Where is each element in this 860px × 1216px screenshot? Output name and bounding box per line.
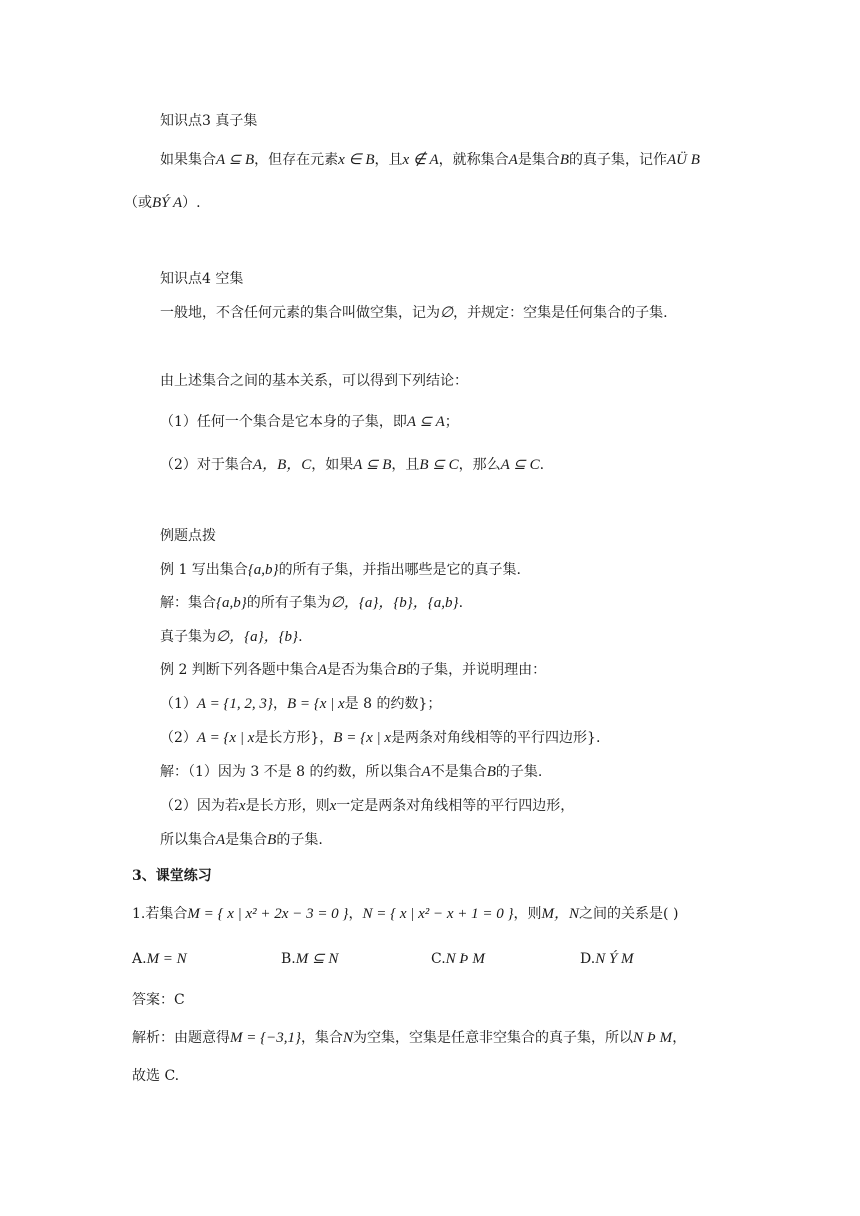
conclusion-2 (160, 455, 544, 475)
math: {a,b} (247, 562, 279, 578)
text: 为空集，空集是任意非空集合的真子集，所以 (353, 1030, 634, 1046)
text: ， (672, 1030, 687, 1046)
text: 例 2 判断下列各题中集合 (160, 662, 318, 678)
text: 的子集. (276, 832, 323, 848)
example-2 (160, 660, 546, 680)
text: ，且 (374, 152, 403, 168)
text: }， (310, 730, 334, 746)
text: 解：集合 (160, 595, 216, 611)
math: A ⊆ B (216, 152, 255, 168)
math: A = {1, 2, 3} (196, 696, 273, 712)
text: }； (418, 696, 442, 712)
kp3-notation-line (124, 193, 201, 213)
math: N Ý M (595, 951, 634, 967)
math: A (508, 152, 518, 168)
math: A (317, 662, 327, 678)
example-2-solution-1 (160, 762, 542, 782)
text: 是两条对角线相等的平行四边形 (391, 730, 588, 746)
text: ，就称集合 (438, 152, 509, 168)
option-label: D. (580, 951, 596, 967)
text: 是长方形 (254, 730, 311, 746)
math: B (396, 662, 407, 678)
math: N (343, 1030, 354, 1046)
math: {a,b} (216, 595, 247, 611)
example-2-part-2 (160, 728, 600, 748)
conclusions-intro: 由上述集合之间的基本关系，可以得到下列结论： (160, 373, 468, 389)
example-1-proper-subsets (160, 627, 303, 647)
text: 之间的关系是( ) (579, 906, 679, 922)
example-1 (160, 560, 521, 580)
option-b (281, 949, 338, 969)
math: A ⊆ C (500, 457, 540, 473)
kp3-title: 知识点3 真子集 (160, 113, 258, 129)
math: B = {x | x (333, 730, 392, 746)
explanation-line-2: 故选 C. (132, 1068, 180, 1084)
math: M = { x | x² + 2x − 3 = 0 } (187, 906, 349, 922)
text: ， (272, 696, 287, 712)
text: ，那么 (458, 457, 501, 473)
math: ∅，{a}，{b} (216, 629, 299, 645)
text: . (298, 629, 303, 645)
text: 是集合 (517, 152, 560, 168)
text: 的子集. (495, 764, 543, 780)
option-label: B. (281, 951, 296, 967)
text: ，集合 (301, 1030, 343, 1046)
text: ，则 (513, 906, 542, 922)
math: N Þ M (633, 1030, 673, 1046)
math: M = {−3,1} (230, 1030, 301, 1046)
practice-question-1 (132, 904, 678, 924)
text: ，且 (391, 457, 420, 473)
example-1-solution (160, 593, 463, 613)
option-label: C. (431, 951, 446, 967)
text: ，但存在元素 (254, 152, 339, 168)
text: 如果集合 (160, 152, 216, 168)
text: （1）任何一个集合是它本身的子集，即 (160, 414, 407, 430)
math: BÝ A (152, 195, 183, 211)
example-2-solution-3 (160, 830, 323, 850)
text: ）. (182, 195, 201, 211)
math: N Þ M (445, 951, 485, 967)
math: N = { x | x² − x + 1 = 0 } (362, 906, 514, 922)
text: 的子集，并说明理由： (406, 662, 547, 678)
math: ∅，{a}，{b}，{a,b} (330, 595, 459, 611)
math: A (216, 832, 226, 848)
kp4-title: 知识点4 空集 (160, 271, 244, 287)
math: A ⊆ B (353, 457, 392, 473)
text: （2） (160, 730, 197, 746)
text: 的所有子集，并指出哪些是它的真子集. (278, 562, 522, 578)
text: 是集合 (225, 832, 268, 848)
text: ， (348, 906, 363, 922)
kp4-definition-line (160, 303, 668, 323)
math: x (238, 798, 246, 814)
math: M = N (146, 951, 187, 967)
math: B (559, 152, 569, 168)
text: 例 1 写出集合 (160, 562, 248, 578)
text: 的真子集，记作 (568, 152, 667, 168)
kp3-definition-line (160, 150, 700, 170)
option-label: A. (132, 951, 147, 967)
math: A (421, 764, 431, 780)
text: （1） (160, 696, 197, 712)
text: ； (444, 414, 459, 430)
text: 1.若集合 (132, 906, 188, 922)
examples-heading: 例题点拨 (160, 528, 216, 544)
math: B (486, 764, 496, 780)
text: }. (587, 730, 601, 746)
answer: 答案：C (132, 992, 185, 1008)
math: B (267, 832, 277, 848)
text: 的所有子集为 (246, 595, 331, 611)
math: x ∉ A (402, 152, 439, 168)
text: ，并规定：空集是任何集合的子集. (453, 305, 668, 321)
text: （或 (124, 195, 152, 211)
text: 一定是两条对角线相等的平行四边形， (336, 798, 575, 814)
math: A = {x | x (196, 730, 255, 746)
text: （2）因为若 (160, 798, 239, 814)
practice-heading: 3、课堂练习 (132, 868, 212, 884)
example-2-solution-2 (160, 796, 574, 816)
text: 是否为集合 (326, 662, 397, 678)
text: ，如果 (311, 457, 354, 473)
text: 所以集合 (160, 832, 216, 848)
option-d (580, 949, 634, 969)
math: x (329, 798, 337, 814)
text: 是 8 的约数 (344, 696, 419, 712)
explanation-line-1 (132, 1028, 686, 1048)
text: 不是集合 (430, 764, 487, 780)
text: 真子集为 (160, 629, 216, 645)
math: x ∈ B (338, 152, 375, 168)
option-c (431, 949, 485, 969)
text: 解析：由题意得 (132, 1030, 230, 1046)
math: M，N (541, 906, 580, 922)
option-a (132, 949, 187, 969)
text: 一般地，不含任何元素的集合叫做空集，记为 (160, 305, 440, 321)
conclusion-1 (160, 412, 459, 432)
example-2-part-1 (160, 694, 441, 714)
math: M ⊆ N (295, 951, 339, 967)
text: 是长方形，则 (245, 798, 330, 814)
math: AÜ B (666, 152, 700, 168)
math: A，B，C (252, 457, 312, 473)
math: B = {x | x (286, 696, 345, 712)
math: ∅ (440, 305, 454, 321)
text: （2）对于集合 (160, 457, 253, 473)
math: B ⊆ C (419, 457, 459, 473)
text: . (458, 595, 464, 611)
math: A ⊆ A (406, 414, 445, 430)
text: . (539, 457, 545, 473)
text: 解：（1）因为 3 不是 8 的约数，所以集合 (160, 764, 422, 780)
